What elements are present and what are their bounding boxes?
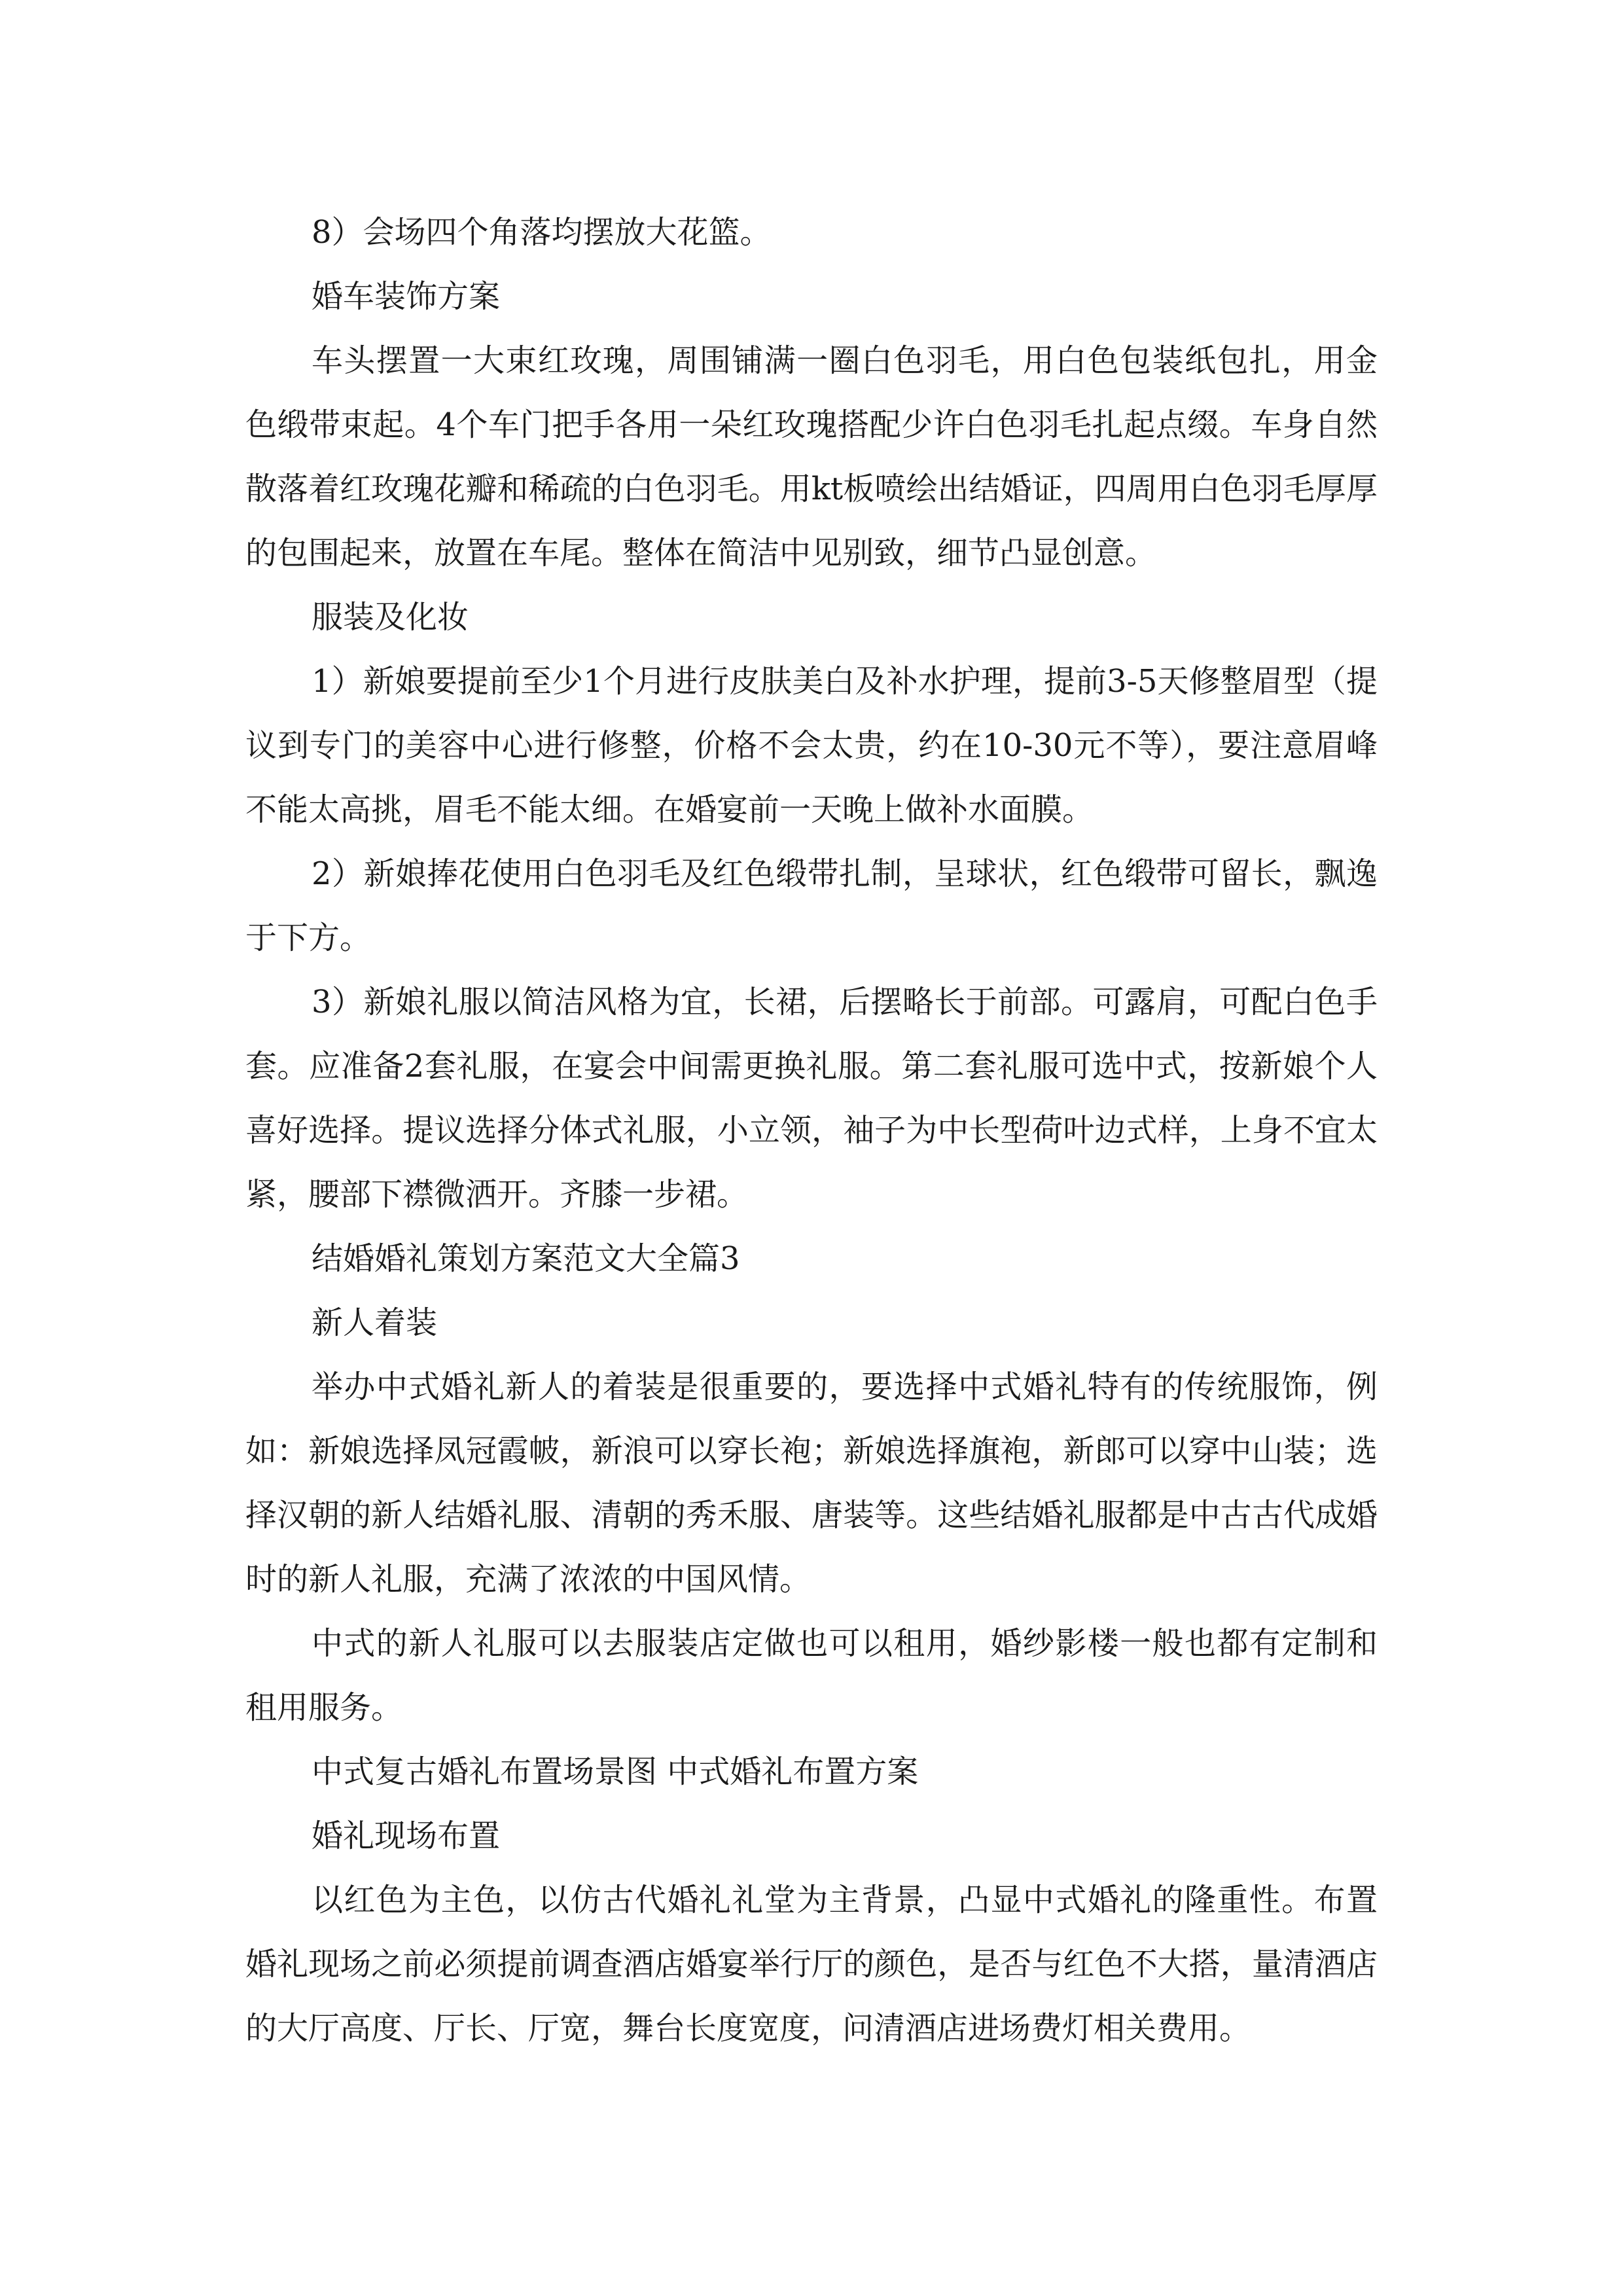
paragraph-venue-layout: 以红色为主色，以仿古代婚礼礼堂为主背景，凸显中式婚礼的隆重性。布置婚礼现场之前必须提前调查酒店婚宴举行厅的颜色，是否与红色不大搭，量清酒店的大厅高度、厅长、厅宽，舞台长度宽度，问清酒店进场费灯相关费用。 [245,1882,1378,2047]
section-heading-newlywed-attire: 新人着装 [312,1304,438,1341]
paragraph-wedding-car-decoration: 车头摆置一大束红玫瑰，周围铺满一圈白色羽毛，用白色包装纸包扎，用金色缎带束起。4个车门把手各用一朵红玫瑰搭配少许白色羽毛扎起点缀。车身自然散落着红玫瑰花瓣和稀疏的白色羽毛。用kt板喷绘出结婚证，四周用白色羽毛厚厚的包围起来，放置在车尾。整体在简洁中见别致，细节凸显创意。 [245,342,1378,571]
article-title-part-3: 结婚婚礼策划方案范文大全篇3 [312,1240,740,1277]
section-heading-venue-layout: 婚礼现场布置 [312,1818,501,1854]
list-item-bridal-bouquet: 2）新娘捧花使用白色羽毛及红色缎带扎制，呈球状，红色缎带可留长，飘逸于下方。 [245,855,1378,956]
list-item-bridal-gown: 3）新娘礼服以简洁风格为宜，长裙，后摆略长于前部。可露肩，可配白色手套。应准备2套礼服，在宴会中间需更换礼服。第二套礼服可选中式，按新娘个人喜好选择。提议选择分体式礼服，小立领，袖子为中长型荷叶边式样，上身不宜太紧，腰部下襟微洒开。齐膝一步裙。 [245,984,1378,1213]
paragraph-chinese-wedding-attire: 举办中式婚礼新人的着装是很重要的，要选择中式婚礼特有的传统服饰，例如：新娘选择凤冠霞帔，新浪可以穿长袍；新娘选择旗袍，新郎可以穿中山装；选择汉朝的新人结婚礼服、清朝的秀禾服、唐装等。这些结婚礼服都是中古古代成婚时的新人礼服，充满了浓浓的中国风情。 [245,1369,1378,1598]
section-heading-wedding-car-decoration: 婚车装饰方案 [312,278,501,315]
section-heading-retro-layout: 中式复古婚礼布置场景图 中式婚礼布置方案 [312,1753,919,1790]
paragraph-attire-rental: 中式的新人礼服可以去服装店定做也可以租用，婚纱影楼一般也都有定制和租用服务。 [245,1625,1378,1726]
list-item-bride-skincare: 1）新娘要提前至少1个月进行皮肤美白及补水护理，提前3-5天修整眉型（提议到专门的美容中心进行修整，价格不会太贵，约在10-30元不等），要注意眉峰不能太高挑，眉毛不能太细。在婚宴前一天晚上做补水面膜。 [245,663,1378,828]
section-heading-clothing-makeup: 服装及化妆 [312,599,469,636]
document-body [245,200,1378,2060]
list-item-venue-flower-baskets: 8）会场四个角落均摆放大花篮。 [312,214,772,251]
